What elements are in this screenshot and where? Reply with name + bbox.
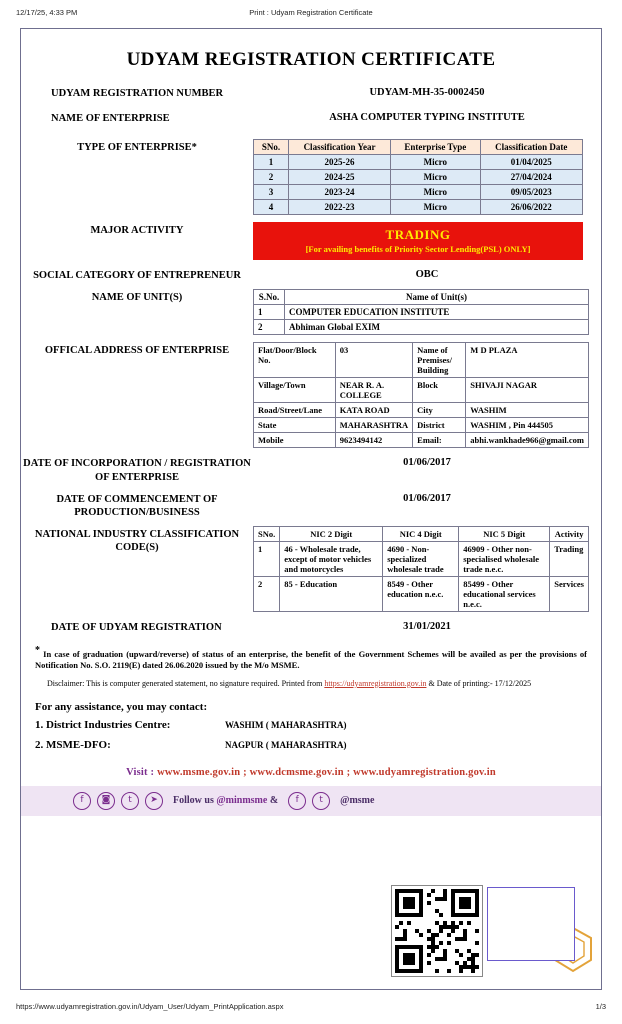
col-classification-date: Classification Date — [480, 140, 582, 155]
udyam-registration-link[interactable]: https://udyamregistration.gov.in — [324, 678, 427, 688]
village-label: Village/Town — [254, 378, 336, 403]
cell-nic4: 4690 - Non-specialized wholesale trade — [383, 541, 459, 576]
table-row — [254, 403, 589, 418]
facebook-icon-2[interactable]: f — [288, 792, 306, 810]
contact-label: 1. District Industries Centre: — [35, 718, 171, 731]
nic-label: NATIONAL INDUSTRY CLASSIFICATION CODE(S) — [34, 528, 240, 553]
page-number: 1/3 — [595, 1002, 606, 1011]
units-row — [21, 289, 601, 335]
cell-sno: 1 — [254, 305, 285, 320]
enterprise-type-table — [253, 139, 583, 215]
certificate-title: UDYAM REGISTRATION CERTIFICATE — [126, 49, 496, 70]
city-label: City — [413, 403, 466, 418]
ampersand: & — [269, 795, 279, 807]
footnote-star: * — [35, 645, 40, 656]
social-band — [21, 786, 601, 816]
cell-activity: Trading — [550, 541, 589, 576]
certificate-body — [20, 28, 602, 990]
col-nic5: NIC 5 Digit — [459, 526, 550, 541]
qr-code[interactable] — [391, 885, 483, 977]
units-table — [253, 289, 589, 335]
incorporation-value: 01/06/2017 — [403, 457, 451, 469]
social-category-label: SOCIAL CATEGORY OF ENTREPRENEUR — [33, 270, 241, 282]
cell-date: 27/04/2024 — [480, 170, 582, 185]
cell-unit-name: COMPUTER EDUCATION INSTITUTE — [285, 305, 589, 320]
enterprise-type-label — [21, 139, 253, 154]
cell-nic5: 85499 - Other educational services n.e.c. — [459, 576, 550, 611]
major-activity-row — [21, 222, 601, 260]
table-header-row — [254, 290, 589, 305]
urn-row — [21, 85, 601, 100]
qr-grid — [395, 889, 479, 973]
state-label: State — [254, 418, 336, 433]
assistance-heading: For any assistance, you may contact: — [35, 700, 208, 713]
instagram-icon[interactable]: ◙ — [97, 792, 115, 810]
cell-sno: 1 — [254, 541, 280, 576]
col-nic2: NIC 2 Digit — [280, 526, 383, 541]
enterprise-type-label-text: TYPE OF ENTERPRISE — [77, 142, 192, 154]
road-label: Road/Street/Lane — [254, 403, 336, 418]
major-activity-value: TRADING — [385, 227, 451, 243]
contact-label: 2. MSME-DFO: — [35, 738, 111, 751]
cell-date: 01/04/2025 — [480, 155, 582, 170]
district-value: WASHIM , Pin 444505 — [466, 418, 589, 433]
handle-msme[interactable]: @msme — [340, 795, 375, 807]
col-activity: Activity — [550, 526, 589, 541]
commencement-value: 01/06/2017 — [403, 492, 451, 504]
units-table-wrap — [253, 289, 601, 335]
cell-type: Micro — [391, 200, 480, 215]
city-value: WASHIM — [466, 403, 589, 418]
enterprise-name-row — [21, 110, 601, 125]
urn-value: UDYAM-MH-35-0002450 — [369, 87, 485, 98]
nic-table — [253, 526, 589, 612]
major-activity-note: [For availing benefits of Priority Sector Lending(PSL) ONLY] — [305, 244, 531, 255]
block-value: SHIVAJI NAGAR — [466, 378, 589, 403]
footnote — [35, 644, 587, 672]
table-row — [254, 200, 583, 215]
print-footer — [0, 1002, 622, 1016]
email-value: abhi.wankhade966@gmail.com — [466, 433, 589, 448]
visit-label: Visit : — [126, 766, 155, 778]
footnote-text: In case of graduation (upward/reverse) of status of an enterprise, the benefit of the Government Schemes will be availed as per the provisions of Notification No. S.O. 2119(E) dated 26.06.2020 issued by the M/o MSME. — [35, 648, 587, 671]
flat-label: Flat/Door/Block No. — [254, 343, 336, 378]
mobile-label: Mobile — [254, 433, 336, 448]
cell-nic5: 46909 - Other non-specialised wholesale trade n.e.c. — [459, 541, 550, 576]
road-value: KATA ROAD — [335, 403, 412, 418]
cell-year: 2022-23 — [289, 200, 391, 215]
address-table-wrap — [253, 342, 601, 448]
block-label: Block — [413, 378, 466, 403]
cell-sno: 2 — [254, 170, 289, 185]
major-activity-label: MAJOR ACTIVITY — [90, 225, 184, 237]
cell-sno: 4 — [254, 200, 289, 215]
table-row — [254, 418, 589, 433]
units-label: NAME OF UNIT(S) — [91, 292, 183, 304]
cell-nic2: 46 - Wholesale trade, except of motor vehicles and motorcycles — [280, 541, 383, 576]
disclaimer-pre: Disclaimer: This is computer generated statement, no signature required. Printed from — [47, 678, 325, 688]
col-unit-name: Name of Unit(s) — [285, 290, 589, 305]
enterprise-type-row — [21, 139, 601, 215]
cell-date: 26/06/2022 — [480, 200, 582, 215]
table-row — [254, 343, 589, 378]
state-value: MAHARASHTRA — [335, 418, 412, 433]
flat-value: 03 — [335, 343, 412, 378]
contact-value: NAGPUR ( MAHARASHTRA) — [225, 739, 347, 750]
premises-label: Name of Premises/ Building — [413, 343, 466, 378]
footer-url: https://www.udyamregistration.gov.in/Udyam_User/Udyam_PrintApplication.aspx — [16, 1002, 284, 1011]
udyam-reg-date-value: 31/01/2021 — [403, 620, 451, 632]
cell-type: Micro — [391, 170, 480, 185]
urn-label: UDYAM REGISTRATION NUMBER — [51, 88, 224, 99]
col-sno: S.No. — [254, 290, 285, 305]
table-row — [254, 155, 583, 170]
disclaimer — [47, 678, 575, 689]
village-value: NEAR R. A. COLLEGE — [335, 378, 412, 403]
twitter-icon-2[interactable]: t — [312, 792, 330, 810]
incorporation-row — [21, 455, 601, 483]
print-title: Print : Udyam Registration Certificate — [249, 8, 373, 17]
enterprise-type-table-wrap — [253, 139, 601, 215]
cell-year: 2024-25 — [289, 170, 391, 185]
follow-text — [173, 795, 278, 806]
signature-panel — [487, 887, 575, 961]
commencement-row — [21, 491, 601, 519]
cell-unit-name: Abhiman Global EXIM — [285, 320, 589, 335]
udyam-reg-date-label: DATE OF UDYAM REGISTRATION — [51, 621, 222, 633]
disclaimer-post: & Date of printing:- 17/12/2025 — [426, 678, 532, 688]
contact-value: WASHIM ( MAHARASHTRA) — [225, 719, 347, 730]
facebook-icon[interactable]: f — [73, 792, 91, 810]
table-row — [254, 185, 583, 200]
major-activity-banner — [253, 222, 583, 260]
cell-type: Micro — [391, 185, 480, 200]
cell-sno: 3 — [254, 185, 289, 200]
district-label: District — [413, 418, 466, 433]
col-sno: SNo. — [254, 140, 289, 155]
cell-nic2: 85 - Education — [280, 576, 383, 611]
address-row — [21, 342, 601, 448]
table-row — [254, 433, 589, 448]
cell-year: 2025-26 — [289, 155, 391, 170]
commencement-label: DATE OF COMMENCEMENT OF PRODUCTION/BUSINESS — [56, 493, 218, 518]
major-activity-value-wrap — [253, 222, 601, 260]
table-header-row — [254, 526, 589, 541]
col-enterprise-type: Enterprise Type — [391, 140, 480, 155]
address-table — [253, 342, 589, 448]
print-date: 12/17/25, 4:33 PM — [16, 8, 78, 17]
visit-urls[interactable]: www.msme.gov.in ; www.dcmsme.gov.in ; www.udyamregistration.gov.in — [157, 766, 496, 778]
cell-sno: 1 — [254, 155, 289, 170]
table-row — [254, 170, 583, 185]
twitter-icon[interactable]: t — [121, 792, 139, 810]
premises-value: M D PLAZA — [466, 343, 589, 378]
social-category-value: OBC — [415, 269, 439, 281]
cell-date: 09/05/2023 — [480, 185, 582, 200]
contact-msme-dfo — [35, 739, 601, 751]
table-row — [254, 576, 589, 611]
telegram-icon[interactable]: ➤ — [145, 792, 163, 810]
col-classification-year: Classification Year — [289, 140, 391, 155]
incorporation-label: DATE OF INCORPORATION / REGISTRATION OF ENTERPRISE — [23, 458, 251, 483]
cell-type: Micro — [391, 155, 480, 170]
mobile-value: 9623494142 — [335, 433, 412, 448]
col-nic4: NIC 4 Digit — [383, 526, 459, 541]
table-row — [254, 541, 589, 576]
table-row — [254, 305, 589, 320]
handle-minmsme[interactable]: @minmsme — [216, 795, 268, 807]
table-header-row — [254, 140, 583, 155]
email-label: Email: — [413, 433, 466, 448]
cell-activity: Services — [550, 576, 589, 611]
cell-sno: 2 — [254, 576, 280, 611]
cell-sno: 2 — [254, 320, 285, 335]
enterprise-name-label: NAME OF ENTERPRISE — [51, 113, 170, 125]
enterprise-type-star: * — [191, 142, 197, 154]
udyam-reg-date-row — [21, 619, 601, 634]
print-header — [0, 8, 622, 22]
address-label: OFFICAL ADDRESS OF ENTERPRISE — [44, 345, 230, 357]
col-sno: SNo. — [254, 526, 280, 541]
table-row — [254, 378, 589, 403]
visit-line — [21, 767, 601, 778]
follow-label: Follow us — [173, 795, 214, 807]
cell-year: 2023-24 — [289, 185, 391, 200]
nic-table-wrap — [253, 526, 601, 612]
social-category-row — [21, 267, 601, 282]
enterprise-name-value: ASHA COMPUTER TYPING INSTITUTE — [329, 112, 525, 124]
nic-row — [21, 526, 601, 612]
cell-nic4: 8549 - Other education n.e.c. — [383, 576, 459, 611]
contact-district-industries-centre — [35, 719, 601, 731]
table-row — [254, 320, 589, 335]
